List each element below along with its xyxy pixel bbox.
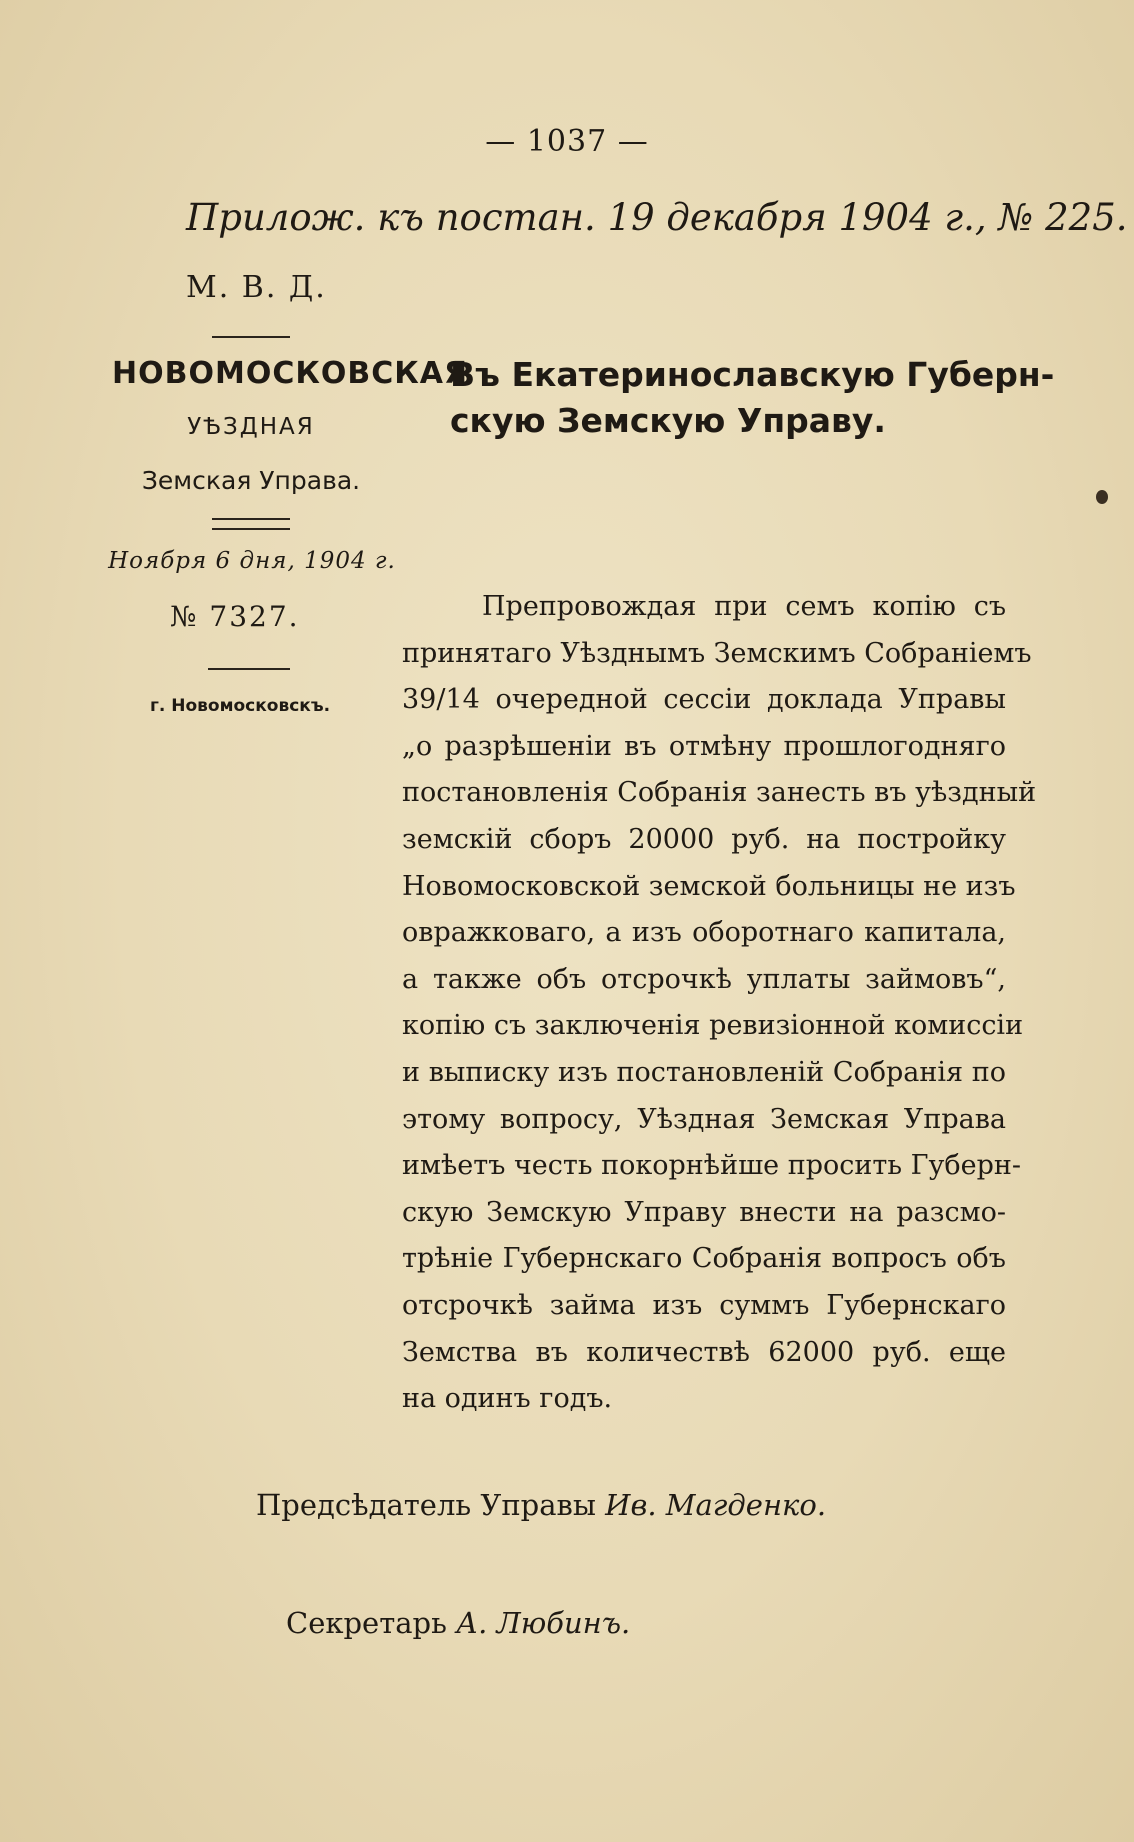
body-line: овражковаго, а изъ оборотнаго капитала, bbox=[402, 917, 1006, 949]
divider-rule bbox=[212, 336, 290, 338]
body-line: Новомосковской земской больницы не изъ bbox=[402, 870, 1016, 902]
body-line: трѣніе Губернскаго Собранія вопросъ объ bbox=[402, 1243, 1006, 1275]
body-line: „о разрѣшеніи въ отмѣну прошлогодняго bbox=[402, 730, 1006, 762]
body-line: имѣетъ честь покорнѣйше просить Губерн- bbox=[402, 1150, 1021, 1182]
letter-date: Ноября 6 дня, 1904 г. bbox=[108, 548, 396, 574]
divider-rule bbox=[208, 668, 290, 670]
chairman-signature bbox=[256, 1488, 826, 1522]
appendix-reference: Прилож. къ постан. 19 декабря 1904 г., № 225. bbox=[186, 196, 1128, 239]
document-number: № 7327. bbox=[170, 600, 300, 633]
body-line: на одинъ годъ. bbox=[402, 1383, 613, 1415]
body-line: принятаго Уѣзднымъ Земскимъ Собраніемъ bbox=[402, 637, 1032, 669]
body-line: постановленія Собранія занесть въ уѣздный bbox=[402, 777, 1037, 809]
secretary-signature bbox=[286, 1606, 630, 1640]
body-line: земскій сборъ 20000 руб. на постройку bbox=[402, 823, 1006, 855]
chairman-title: Предсѣдатель Управы bbox=[256, 1488, 596, 1522]
body-line: этому вопросу, Уѣздная Земская Управа bbox=[402, 1103, 1006, 1135]
city-name: г. Новомосковскъ. bbox=[150, 696, 331, 716]
letter-body bbox=[402, 584, 1037, 1423]
addressee bbox=[450, 352, 1055, 444]
body-line: скую Земскую Управу внести на разсмо- bbox=[402, 1196, 1006, 1228]
body-line: Земства въ количествѣ 62000 руб. еще bbox=[402, 1336, 1006, 1368]
page-number: — 1037 — bbox=[485, 124, 649, 159]
secretary-name: А. Любинъ. bbox=[456, 1606, 631, 1640]
body-line: Препровождая при семъ копію съ bbox=[482, 591, 1006, 622]
body-line: а также объ отсрочкѣ уплаты займовъ“, bbox=[402, 963, 1006, 995]
org-name-line2: УѢЗДНАЯ bbox=[187, 414, 315, 440]
ministry-abbreviation: М. В. Д. bbox=[186, 270, 327, 305]
chairman-name: Ив. Магденко. bbox=[605, 1488, 827, 1522]
addressee-line1: Въ Екатеринославскую Губерн- bbox=[450, 355, 1055, 394]
body-line: копію съ заключенія ревизіонной комиссіи bbox=[402, 1010, 1024, 1042]
org-name-line1: НОВОМОСКОВСКАЯ bbox=[112, 356, 469, 391]
ink-spot bbox=[1096, 490, 1108, 504]
body-line: отсрочкѣ займа изъ суммъ Губернскаго bbox=[402, 1289, 1006, 1321]
secretary-title: Секретарь bbox=[286, 1606, 447, 1640]
org-name-line3: Земская Управа. bbox=[141, 466, 361, 495]
body-line: и выписку изъ постановленій Собранія по bbox=[402, 1056, 1006, 1088]
double-divider-rule bbox=[212, 518, 290, 530]
addressee-line2: скую Земскую Управу. bbox=[450, 401, 886, 440]
body-line: 39/14 очередной сессіи доклада Управы bbox=[402, 684, 1006, 716]
